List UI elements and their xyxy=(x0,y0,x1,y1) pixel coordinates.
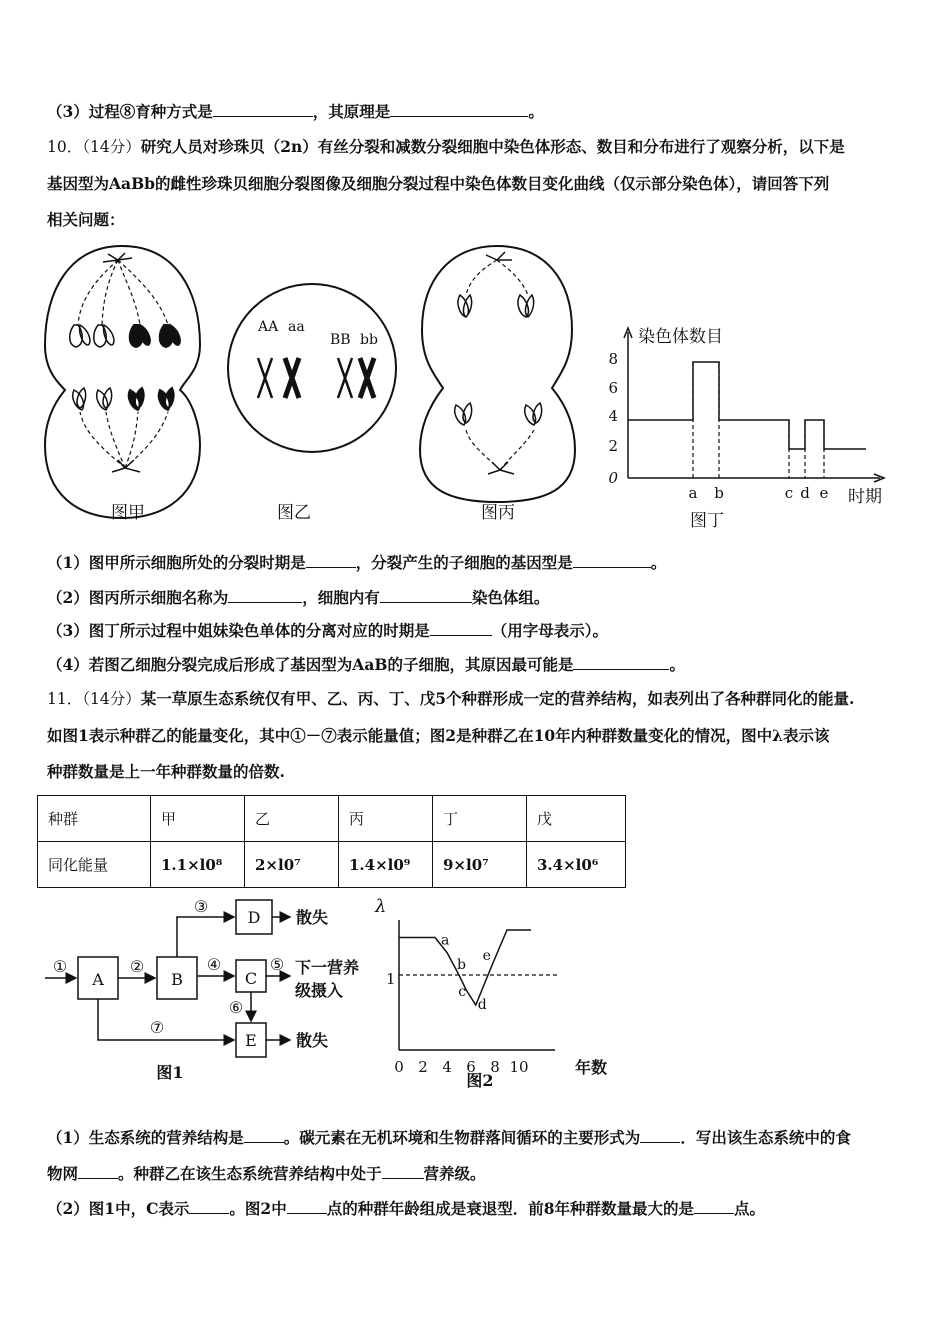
table-cell: 1.1×l0⁸ xyxy=(151,842,245,888)
q11-line2 xyxy=(47,725,830,747)
flow-4: ④ xyxy=(206,955,222,974)
q10-2-text2: ，细胞内有 xyxy=(302,588,380,607)
q11-1-text4: 物网 xyxy=(47,1164,79,1183)
fig2-xlabel: 年数 xyxy=(575,1058,608,1077)
c-output-label2: 级摄入 xyxy=(295,981,344,1000)
ding-ytick: 2 xyxy=(608,437,618,455)
q9-3-line xyxy=(47,100,544,123)
ding-ytick: 0 xyxy=(608,469,618,487)
answer-blank[interactable] xyxy=(382,1162,424,1179)
table-header: 种群 xyxy=(38,796,151,842)
answer-blank[interactable] xyxy=(380,586,472,603)
fig2-point-e: e xyxy=(482,947,491,964)
answer-blank[interactable] xyxy=(287,1197,327,1214)
fig2-point-c: c xyxy=(458,984,467,1000)
q11-2-text2: 。图2中 xyxy=(229,1199,287,1218)
q10-2-end: 染色体组。 xyxy=(471,588,550,607)
table-cell: 2×l0⁷ xyxy=(245,842,339,888)
ding-ytick: 8 xyxy=(608,350,618,368)
figure-jia-label: 图甲 xyxy=(111,503,145,523)
q10-3-text: （3）图丁所示过程中姐妹染色单体的分离对应的时期是 xyxy=(47,621,430,640)
figure-yi-label: 图乙 xyxy=(277,503,311,523)
q11-2-text3: 点的种群年龄组成是衰退型．前8年种群数量最大的是 xyxy=(326,1199,695,1218)
gene-aa-label: aa xyxy=(288,319,305,335)
box-B-label: B xyxy=(171,970,183,989)
q11-2-text: （2）图1中，C表示 xyxy=(47,1199,190,1218)
ding-xlabel: 时期 xyxy=(848,487,882,507)
q10-figures xyxy=(0,240,950,540)
box-D-label: D xyxy=(247,908,261,927)
q11-figures xyxy=(0,890,950,1100)
ding-ytick: 4 xyxy=(608,407,618,425)
gene-bb-label: bb xyxy=(360,332,378,348)
q11-1-end: 营养级。 xyxy=(423,1164,486,1183)
table-cell: 3.4×l0⁶ xyxy=(527,842,626,888)
q11-1a xyxy=(47,1126,851,1149)
q10-line2 xyxy=(47,173,829,195)
ding-ylabel: 染色体数目 xyxy=(638,327,723,347)
q10-text1: 研究人员对珍珠贝（2n）有丝分裂和减数分裂细胞中染色体形态、数目和分布进行了观察分析，以下是 xyxy=(140,137,845,156)
flow-5: ⑤ xyxy=(269,955,285,974)
q10-4 xyxy=(47,653,685,676)
ding-marker-c: c xyxy=(784,484,794,502)
flow-2: ② xyxy=(129,957,145,976)
answer-blank[interactable] xyxy=(640,1126,680,1143)
q9-3-text2: ，其原理是 xyxy=(312,102,391,121)
answer-blank[interactable] xyxy=(306,551,356,568)
ding-marker-d: d xyxy=(800,484,810,502)
fig2-xtick: 4 xyxy=(442,1058,452,1076)
table-row-label: 同化能量 xyxy=(38,842,151,888)
q10-1-text: （1）图甲所示细胞所处的分裂时期是 xyxy=(47,553,306,572)
q11-2 xyxy=(47,1197,765,1220)
figure-jia xyxy=(45,246,200,518)
fig2-xtick-group xyxy=(394,1058,528,1076)
table-header: 丁 xyxy=(433,796,527,842)
chart-fig2 xyxy=(374,896,607,1090)
fig2-xtick: 6 xyxy=(466,1058,476,1076)
answer-blank[interactable] xyxy=(573,653,669,670)
table-header: 戊 xyxy=(527,796,626,842)
energy-table xyxy=(37,795,626,888)
e-output-label: 散失 xyxy=(296,1031,329,1050)
q10-number: 10．（14分） xyxy=(47,138,141,156)
fig2-point-d: d xyxy=(477,997,487,1013)
answer-blank[interactable] xyxy=(213,100,313,117)
answer-blank[interactable] xyxy=(244,1126,284,1143)
q11-line3 xyxy=(47,761,285,783)
q10-2 xyxy=(47,586,549,609)
ding-marker-b: b xyxy=(714,484,724,502)
answer-blank[interactable] xyxy=(189,1197,229,1214)
q9-3-end: 。 xyxy=(528,102,544,121)
chart-ding xyxy=(608,327,884,531)
figure-yi xyxy=(228,284,396,452)
q10-line1 xyxy=(47,136,845,158)
answer-blank[interactable] xyxy=(390,100,528,117)
figure-ding-label: 图丁 xyxy=(690,511,724,531)
table-header: 丙 xyxy=(339,796,433,842)
ding-ytick: 6 xyxy=(608,379,618,397)
answer-blank[interactable] xyxy=(228,586,302,603)
figure-bing-label: 图丙 xyxy=(481,503,515,523)
box-A-label: A xyxy=(92,970,104,989)
q9-3-text: （3）过程⑧育种方式是 xyxy=(47,102,213,121)
q11-text3: 种群数量是上一年种群数量的倍数. xyxy=(47,762,285,781)
q10-text3: 相关问题： xyxy=(47,210,125,229)
q11-1-text: （1）生态系统的营养结构是 xyxy=(47,1128,244,1147)
q11-2-end: 点。 xyxy=(734,1199,766,1218)
table-cell: 9×l0⁷ xyxy=(433,842,527,888)
ding-marker-a: a xyxy=(688,484,698,502)
fig2-point-b: b xyxy=(457,957,466,973)
fig2-point-labels xyxy=(441,933,491,1014)
figure-bing xyxy=(420,246,575,502)
box-E-label: E xyxy=(245,1031,257,1050)
q10-1-text2: ，分裂产生的子细胞的基因型是 xyxy=(355,553,573,572)
fig2-xtick: 10 xyxy=(509,1058,529,1076)
fig2-ylabel: λ xyxy=(375,896,387,917)
q10-3-end: （用字母表示）。 xyxy=(491,621,609,640)
fig2-xtick: 8 xyxy=(490,1058,500,1076)
answer-blank[interactable] xyxy=(78,1162,118,1179)
q11-text1: 某一草原生态系统仅有甲、乙、丙、丁、戊5个种群形成一定的营养结构，如表列出了各种群同化的能量. xyxy=(140,689,855,708)
flow-7: ⑦ xyxy=(149,1018,165,1037)
flow-6: ⑥ xyxy=(228,998,244,1017)
table-cell: 1.4×l0⁹ xyxy=(339,842,433,888)
d-output-label: 散失 xyxy=(296,908,329,927)
answer-blank[interactable] xyxy=(573,551,651,568)
gene-AA-label: AA xyxy=(258,319,279,335)
gene-BB-label: BB xyxy=(330,332,351,348)
table-header-row xyxy=(38,796,626,842)
q10-1 xyxy=(47,551,666,574)
flow-3: ③ xyxy=(193,897,209,916)
q10-1-end: 。 xyxy=(650,553,667,572)
answer-blank[interactable] xyxy=(694,1197,734,1214)
fig2-point-a: a xyxy=(441,932,450,949)
q10-4-text: （4）若图乙细胞分裂完成后形成了基因型为AaB的子细胞，其原因最可能是 xyxy=(47,655,574,674)
fig2-xtick: 0 xyxy=(394,1058,404,1076)
q11-1-text3: ．写出该生态系统中的食 xyxy=(680,1128,851,1147)
q11-1b xyxy=(47,1162,486,1185)
q10-3 xyxy=(47,619,608,642)
box-C-label: C xyxy=(244,969,258,988)
figure-2-label: 图2 xyxy=(466,1071,494,1090)
table-header: 甲 xyxy=(151,796,245,842)
q10-text2: 基因型为AaBb的雌性珍珠贝细胞分裂图像及细胞分裂过程中染色体数目变化曲线（仅示部分染色体），请回答下列 xyxy=(47,174,830,193)
table-header: 乙 xyxy=(245,796,339,842)
q10-2-text: （2）图丙所示细胞名称为 xyxy=(47,588,229,607)
q11-1-text2: 。碳元素在无机环境和生物群落间循环的主要形式为 xyxy=(283,1128,641,1147)
ding-series-line xyxy=(628,362,866,449)
fig2-ref-label: 1 xyxy=(386,970,396,988)
q11-1-text5: 。种群乙在该生态系统营养结构中处于 xyxy=(118,1164,382,1183)
fig2-xtick: 2 xyxy=(418,1058,428,1076)
table-row xyxy=(38,842,626,888)
q11-line1 xyxy=(47,688,854,710)
answer-blank[interactable] xyxy=(430,619,492,636)
c-output-label1: 下一营养 xyxy=(295,958,360,977)
figure-1-label: 图1 xyxy=(156,1063,184,1082)
ding-marker-e: e xyxy=(819,484,829,502)
q11-text2: 如图1表示种群乙的能量变化，其中①－⑦表示能量值；图2是种群乙在10年内种群数量变化的情况，图中λ表示该 xyxy=(47,726,830,745)
q10-line3 xyxy=(47,209,125,231)
q10-4-end: 。 xyxy=(669,655,685,674)
flow-1: ① xyxy=(52,957,68,976)
q11-number: 11．（14分） xyxy=(47,690,141,708)
